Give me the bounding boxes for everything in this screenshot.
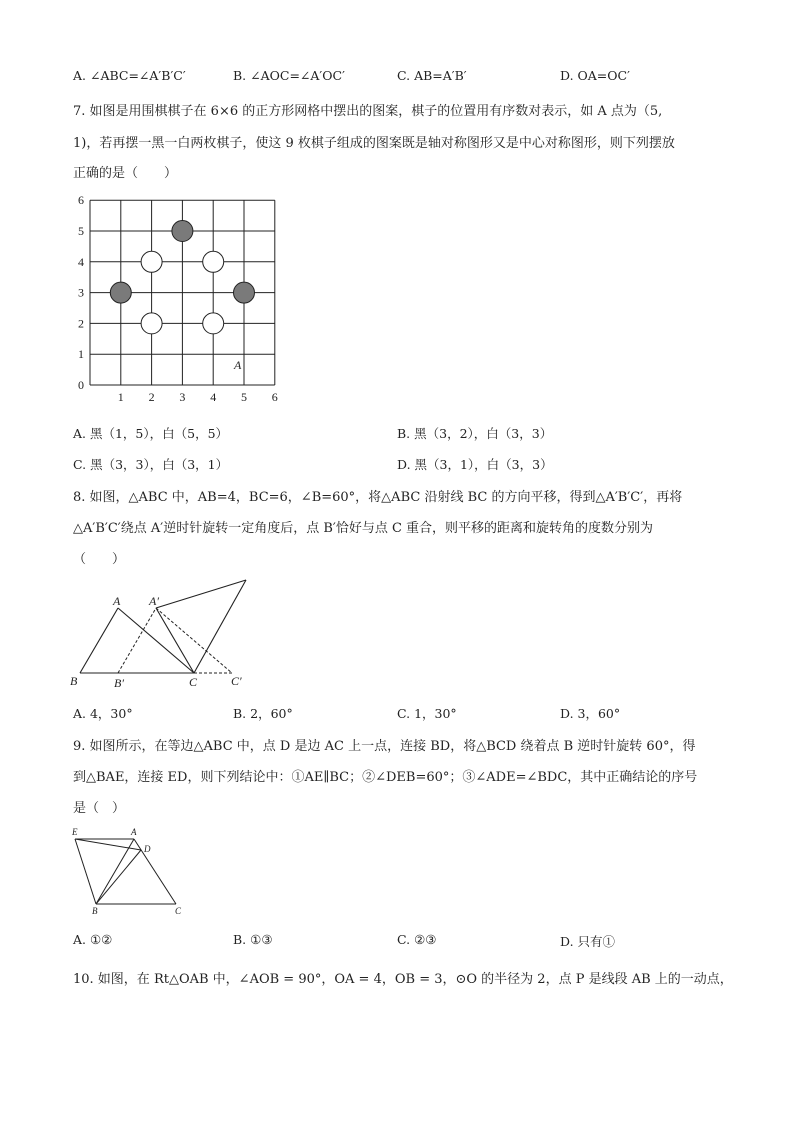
label-a-prime: A′ [149, 594, 159, 608]
q6-option-a: A. ∠ABC=∠A′B′C′ [73, 68, 186, 83]
black-stone [110, 282, 131, 303]
segment-ba [80, 608, 118, 673]
label-c: C [175, 906, 182, 916]
label-b: B [70, 674, 78, 688]
label-c-prime: C′ [231, 674, 242, 688]
segment-eb [75, 839, 96, 904]
q8-option-b: B. 2，60° [233, 706, 293, 721]
q7-option-b: B. 黑（3，2），白（3，3） [397, 426, 553, 441]
q6-option-d: D. OA=OC′ [560, 68, 630, 83]
segment-b2-a2-dashed [118, 608, 156, 673]
q9-option-a: A. ①② [73, 932, 113, 947]
q7-option-d: D. 黑（3，1），白（3，3） [397, 457, 553, 472]
x-tick-label: 2 [148, 390, 155, 404]
black-stone [172, 221, 193, 242]
segment-a2-c2-dashed [156, 608, 232, 673]
segment-bd [96, 850, 141, 904]
x-tick-label: 5 [241, 390, 247, 404]
q8-translation-rotation-figure [68, 572, 258, 692]
label-d: D [144, 844, 151, 854]
q9-equilateral-triangle-figure [68, 824, 198, 919]
label-e: E [72, 827, 78, 837]
segment-ac [118, 608, 194, 673]
q8-stem-line-3: （ ） [73, 552, 126, 567]
y-tick-label: 6 [78, 193, 84, 208]
y-tick-label: 3 [78, 285, 84, 300]
label-b: B [92, 906, 98, 916]
black-stone [234, 282, 255, 303]
white-stone [203, 251, 224, 272]
white-stone [203, 313, 224, 334]
q9-stem-line-2: 到△BAE，连接 ED，则下列结论中：①AE∥BC；②∠DEB=60°；③∠ADE=∠BDC，其中正确结论的序号 [73, 770, 698, 785]
q6-option-b: B. ∠AOC=∠A′OC′ [233, 68, 345, 83]
label-a: A [113, 594, 121, 608]
q8-stem-line-1: 8. 如图，△ABC 中，AB=4，BC=6，∠B=60°，将△ABC 沿射线 BC 的方向平移，得到△A′B′C′，再将 [73, 490, 683, 505]
q9-option-b: B. ①③ [233, 932, 273, 947]
q8-option-d: D. 3，60° [560, 706, 621, 721]
q7-stem-line-1: 7. 如图是用围棋棋子在 6×6 的正方形网格中摆出的图案，棋子的位置用有序数对表示，如 A 点为（5, [73, 104, 663, 119]
q8-option-a: A. 4，30° [73, 706, 133, 721]
white-stone [141, 251, 162, 272]
white-stone [141, 313, 162, 334]
label-b-prime: B′ [114, 676, 124, 690]
segment-ac [134, 839, 176, 904]
q9-option-d: D. 只有① [560, 934, 616, 949]
x-tick-label: 1 [117, 390, 124, 404]
segment-ab [96, 839, 134, 904]
q6-option-c: C. AB=A′B′ [397, 68, 467, 83]
point-a-label: A [234, 358, 242, 372]
x-tick-label: 6 [271, 390, 278, 404]
go-board-grid-figure [70, 192, 290, 407]
x-tick-label: 3 [179, 390, 186, 404]
q7-option-c: C. 黑（3，3），白（3，1） [73, 457, 229, 472]
x-tick-label: 4 [210, 390, 217, 404]
q9-stem-line-1: 9. 如图所示，在等边△ABC 中，点 D 是边 AC 上一点，连接 BD，将△BCD 绕着点 B 逆时针旋转 60°，得 [73, 739, 696, 754]
label-c: C [189, 675, 198, 689]
y-tick-label: 0 [78, 378, 84, 392]
segment-a2-c [156, 608, 194, 673]
q7-option-a: A. 黑（1，5），白（5，5） [73, 426, 229, 441]
y-tick-label: 4 [78, 254, 84, 269]
q7-stem-line-3: 正确的是（ ） [73, 166, 178, 181]
q7-stem-line-2: 1)，若再摆一黑一白两枚棋子，使这 9 枚棋子组成的图案既是轴对称图形又是中心对称图形，则下列摆放 [73, 136, 675, 151]
q9-option-c: C. ②③ [397, 932, 437, 947]
y-tick-label: 1 [78, 347, 84, 362]
y-tick-label: 5 [78, 224, 84, 238]
y-tick-label: 2 [78, 316, 84, 331]
q8-option-c: C. 1，30° [397, 706, 457, 721]
q9-stem-line-3: 是（ ） [73, 801, 126, 816]
label-a: A [131, 827, 137, 837]
q8-stem-line-2: △A′B′C′绕点 A′逆时针旋转一定角度后，点 B′恰好与点 C 重合，则平移的距离和旋转角的度数分别为 [73, 521, 654, 536]
q10-stem-line-1: 10. 如图，在 Rt△OAB 中，∠AOB = 90°，OA = 4，OB = 3，⊙O 的半径为 2，点 P 是线段 AB 上的一动点， [73, 972, 733, 987]
